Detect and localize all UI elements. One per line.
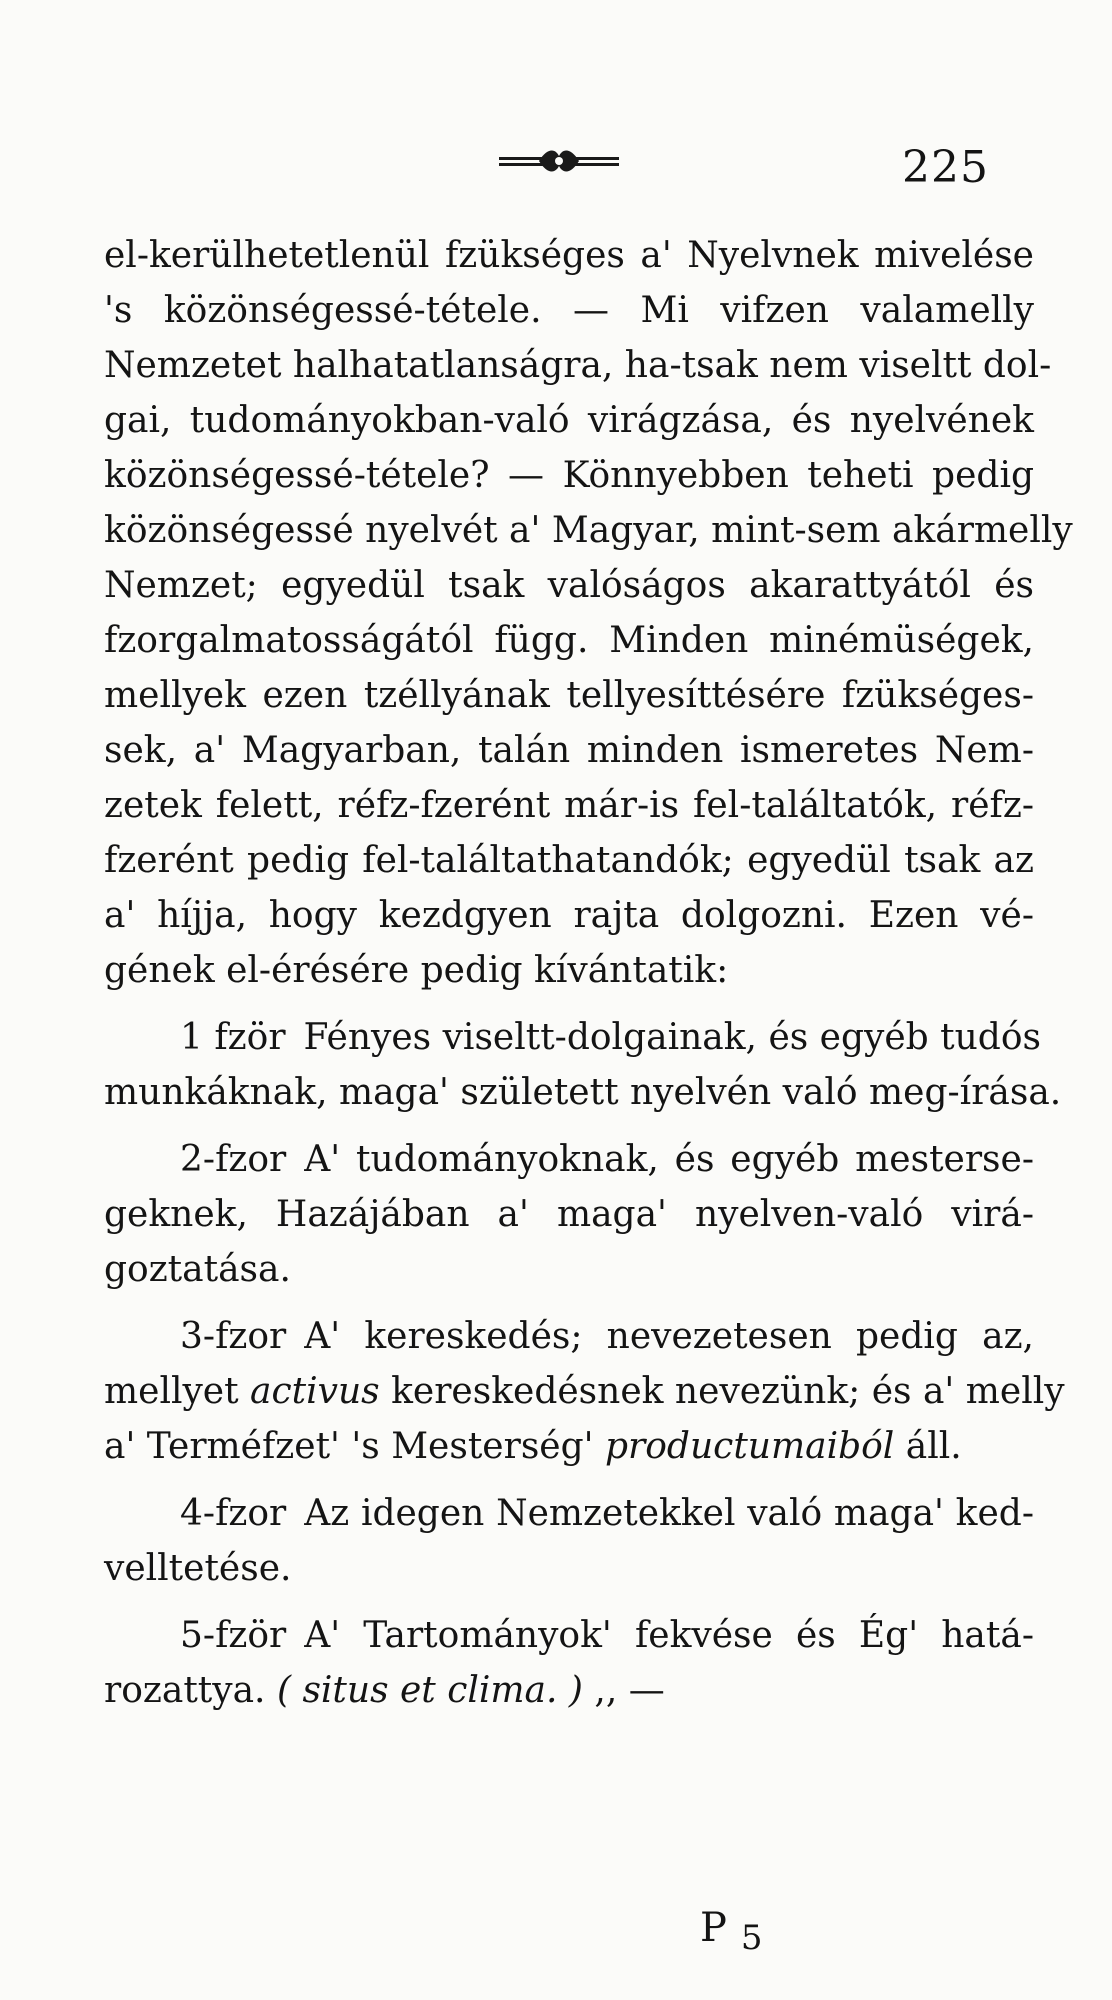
text-line: rozattya. ( situs et clima. ) ,, — — [104, 1670, 665, 1711]
text-line: el-kerülhetetlenül fzükséges a' Nyelvnek mivelése — [104, 235, 1034, 276]
item-label: 3-fzor — [180, 1316, 287, 1357]
text-line: mellyet activus kereskedésnek nevezünk; és a' melly — [104, 1371, 1065, 1412]
text-line: közönségessé-tétele? — Könnyebben teheti pedig — [104, 455, 1034, 496]
signature-mark — [700, 1905, 763, 1958]
text-line: fzorgalmatosságától függ. Minden minémüségek, — [104, 620, 1034, 661]
text-line: A' kereskedés; nevezetesen pedig az, — [304, 1316, 1034, 1357]
text-line: velltetése. — [104, 1548, 292, 1589]
text-line: Nemzet; egyedül tsak valóságos akarattyától és — [104, 565, 1034, 606]
text-line: gének el-érésére pedig kívántatik: — [104, 950, 729, 991]
text-line: gai, tudományokban-való virágzása, és nyelvének — [104, 400, 1034, 441]
text-line: munkáknak, maga' született nyelvén való meg-írása. — [104, 1072, 1062, 1113]
signature-letter: P — [700, 1905, 727, 1951]
text-line: goztatása. — [104, 1249, 291, 1290]
ornament-icon — [499, 146, 619, 176]
intro-paragraph — [104, 228, 1073, 998]
text-line: A' Tartományok' fekvése és Ég' hatá- — [304, 1615, 1034, 1656]
text-line: Fényes viseltt-dolgainak, és egyéb tudós — [303, 1017, 1041, 1058]
list-item-5 — [104, 1608, 1034, 1718]
text-line: geknek, Hazájában a' maga' nyelven-való virá- — [104, 1194, 1034, 1235]
text-line: 's közönségessé-tétele. — Mi vifzen valamelly — [104, 290, 1034, 331]
text-line: Az idegen Nemzetekkel való maga' ked- — [304, 1493, 1034, 1534]
text-line: Nemzetet halhatatlanságra, ha-tsak nem viseltt dol- — [104, 345, 1052, 386]
list-item-1 — [104, 1010, 1062, 1120]
text-line: A' tudományoknak, és egyéb mesterse- — [304, 1139, 1034, 1180]
body-text — [104, 228, 1073, 1718]
text-line: sek, a' Magyarban, talán minden ismeretes Nem- — [104, 730, 1034, 771]
item-label: 1 fzör — [180, 1017, 286, 1058]
list-item-4 — [104, 1486, 1034, 1596]
text-line: a' híjja, hogy kezdgyen rajta dolgozni. Ezen vé- — [104, 895, 1034, 936]
text-line: mellyek ezen tzéllyának tellyesíttésére fzükséges- — [104, 675, 1034, 716]
italic-term: activus — [250, 1371, 380, 1412]
page-number: 225 — [902, 142, 989, 193]
page-header — [0, 138, 1112, 198]
list-item-2 — [104, 1132, 1034, 1297]
italic-term: ( situs et clima. ) — [276, 1670, 583, 1711]
text-line: zetek felett, réfz-fzerént már-is fel-találtatók, réfz- — [104, 785, 1034, 826]
text-line: a' Terméfzet' 's Mesterség' productumaiból áll. — [104, 1426, 962, 1467]
signature-number: 5 — [740, 1918, 763, 1958]
item-label: 4-fzor — [180, 1493, 287, 1534]
item-label: 2-fzor — [180, 1139, 287, 1180]
text-line: közönségessé nyelvét a' Magyar, mint-sem akármelly — [104, 510, 1073, 551]
list-item-3 — [104, 1309, 1065, 1474]
item-label: 5-fzör — [180, 1615, 287, 1656]
italic-term: productumaiból — [605, 1426, 895, 1467]
text-line: fzerént pedig fel-találtathatandók; egyedül tsak az — [104, 840, 1034, 881]
